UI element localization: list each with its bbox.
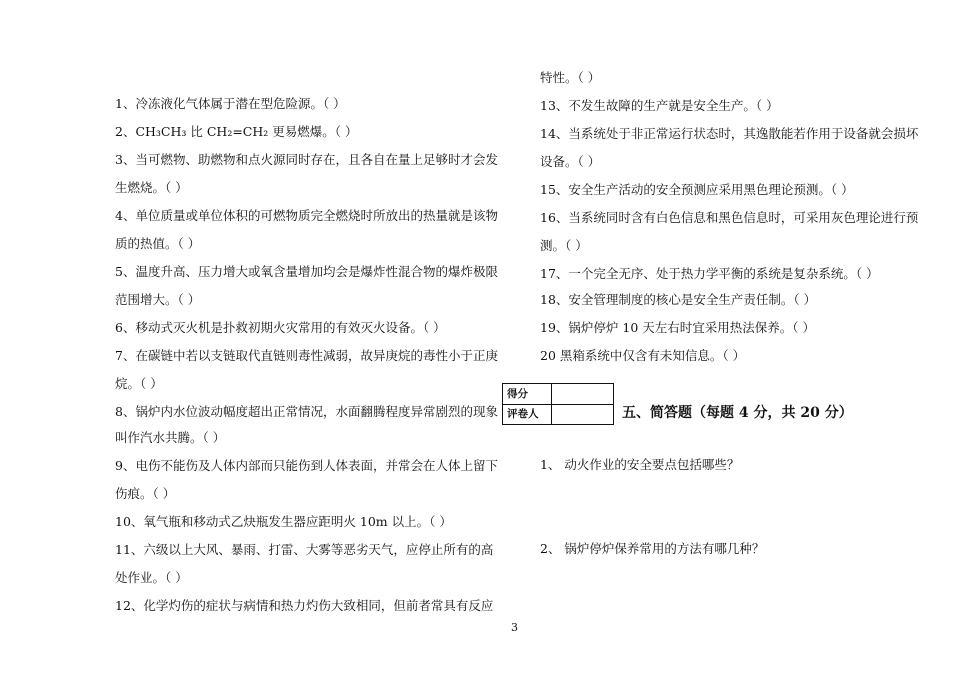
right-line: 测。（ ） [540,238,588,253]
left-line: 5、温度升高、压力增大或氧含量增加均会是爆炸性混合物的爆炸极限 [115,264,498,279]
right-line: 设备。（ ） [540,154,601,169]
left-line: 伤痕。（ ） [115,486,176,501]
right-line: 16、当系统同时含有白色信息和黑色信息时，可采用灰色理论进行预 [540,210,919,225]
left-line: 叫作汽水共腾。（ ） [115,430,226,445]
left-line: 6、移动式灭火机是扑救初期火灾常用的有效灭火设备。（ ） [115,320,446,335]
question-item: 2、 锅炉停炉保养常用的方法有哪几种？ [540,541,765,556]
score-label: 得分 [507,388,528,400]
left-line: 2、CH₃CH₃ 比 CH₂=CH₂ 更易燃爆。（ ） [115,124,358,139]
score-row [503,384,613,405]
score-box [502,383,614,425]
score-box-divider [551,384,552,424]
right-line: 13、不发生故障的生产就是安全生产。（ ） [540,98,779,113]
page-number: 3 [511,621,518,634]
right-line: 18、安全管理制度的核心是安全生产责任制。（ ） [540,292,817,307]
left-line: 7、在碳链中若以支链取代直链则毒性减弱，故异庚烷的毒性小于正庚 [115,348,498,363]
right-line: 17、一个完全无序、处于热力学平衡的系统是复杂系统。（ ） [540,266,879,281]
question-item: 1、 动火作业的安全要点包括哪些？ [540,457,740,472]
right-line: 14、当系统处于非正常运行状态时，其逸散能若作用于设备就会损坏 [540,126,919,141]
section-title: 五、简答题（每题 4 分，共 20 分） [622,405,853,421]
left-line: 4、单位质量或单位体积的可燃物质完全燃烧时所放出的热量就是该物 [115,208,498,223]
left-line: 10、氧气瓶和移动式乙炔瓶发生器应距明火 10m 以上。（ ） [115,514,452,529]
right-line: 19、锅炉停炉 10 天左右时宜采用热法保养。（ ） [540,320,815,335]
left-line: 8、锅炉内水位波动幅度超出正常情况，水面翻腾程度异常剧烈的现象 [115,404,498,419]
left-line: 11、六级以上大风、暴雨、打雷、大雾等恶劣天气，应停止所有的高 [115,542,494,557]
left-line: 质的热值。（ ） [115,236,201,251]
left-line: 烷。（ ） [115,376,163,391]
left-line: 9、电伤不能伤及人体内部而只能伤到人体表面，并常会在人体上留下 [115,458,498,473]
right-line: 15、安全生产活动的安全预测应采用黑色理论预测。（ ） [540,182,854,197]
left-line: 3、当可燃物、助燃物和点火源同时存在，且各自在量上足够时才会发 [115,152,498,167]
right-line: 20 黑箱系统中仅含有未知信息。（ ） [540,348,746,363]
left-line: 处作业。（ ） [115,570,188,585]
left-line: 1、冷冻液化气体属于潜在型危险源。（ ） [115,96,346,111]
left-line: 范围增大。（ ） [115,292,201,307]
grader-row [503,404,613,424]
left-line: 生燃烧。（ ） [115,180,188,195]
left-line: 12、化学灼伤的症状与病情和热力灼伤大致相同，但前者常具有反应 [115,598,494,613]
right-line: 特性。（ ） [540,70,601,85]
grader-label: 评卷人 [507,408,539,420]
